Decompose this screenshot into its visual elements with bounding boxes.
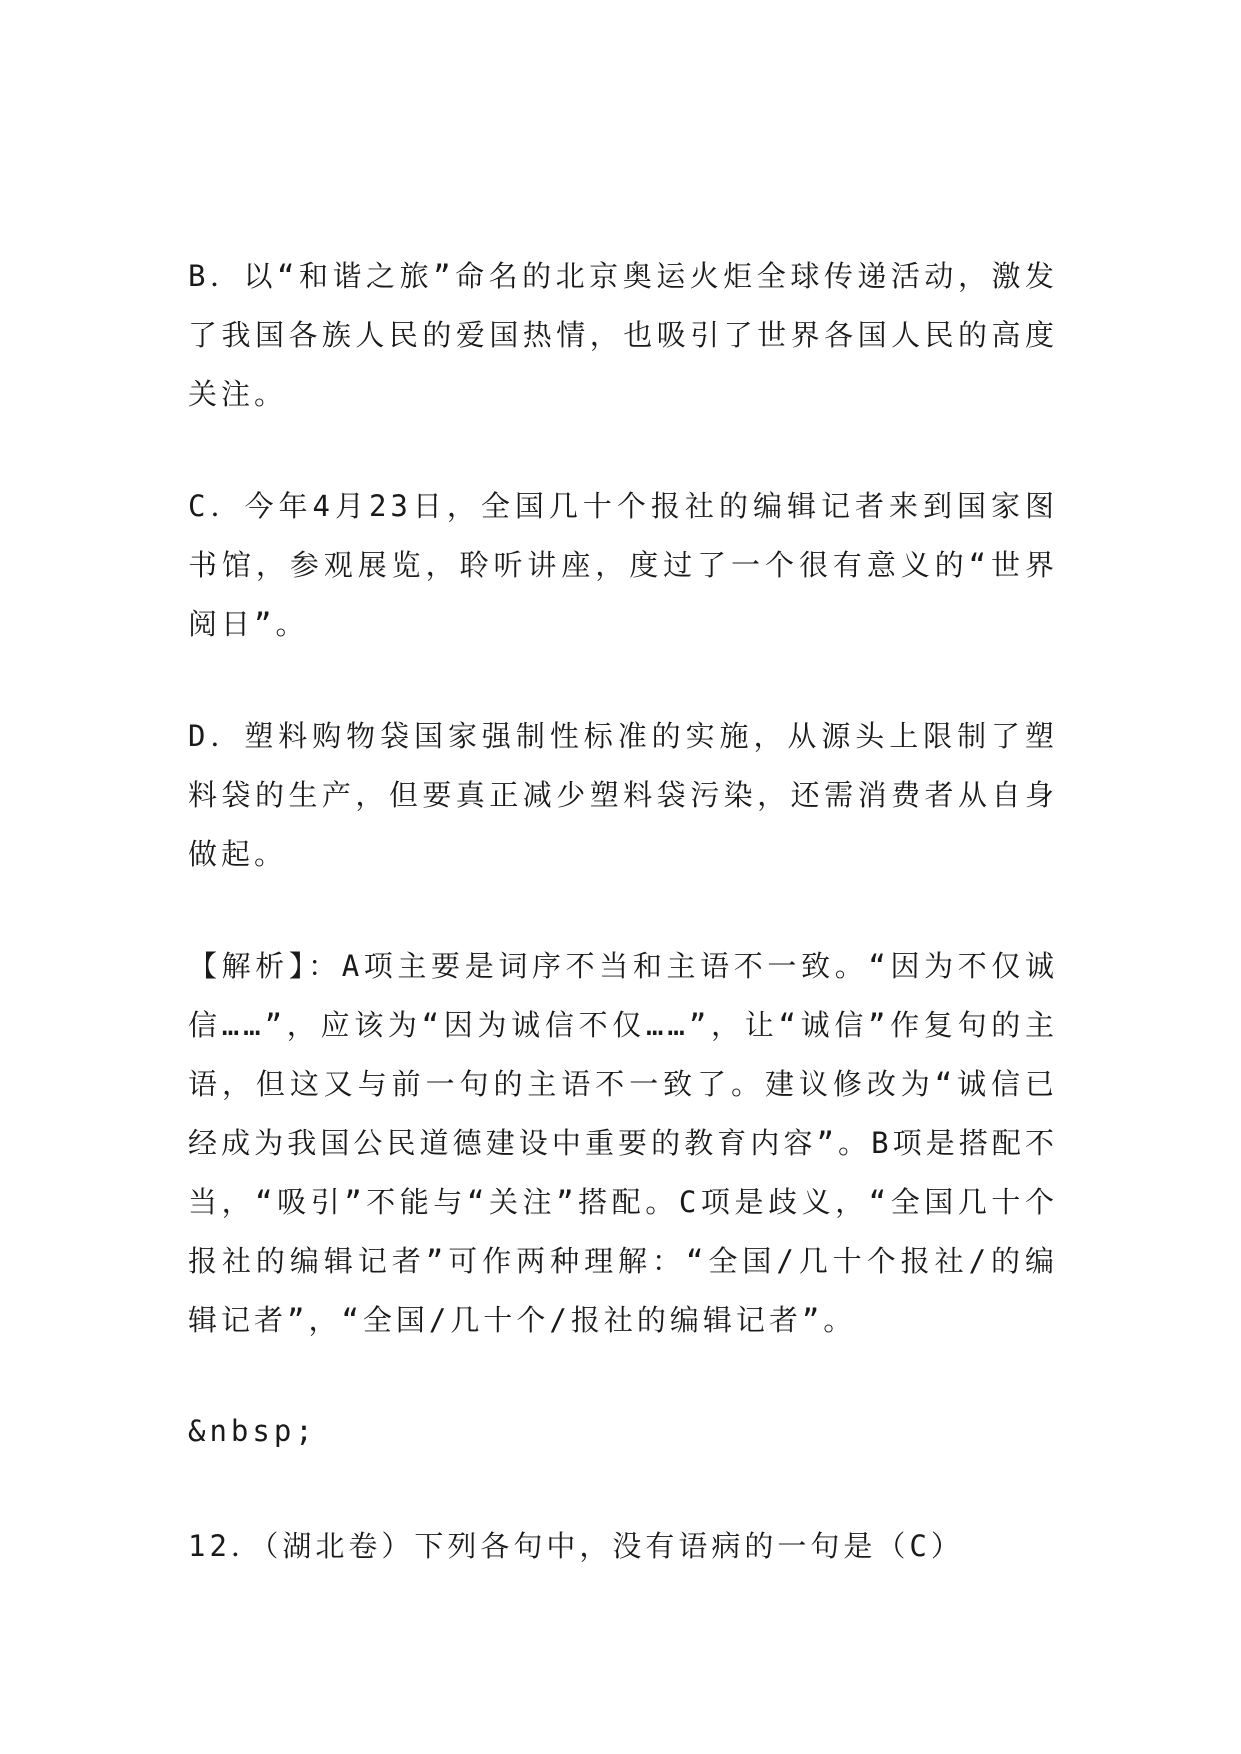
analysis-paragraph: 【解析】：A项主要是词序不当和主语不一致。“因为不仅诚信……”，应该为“因为诚信不仅……”，让“诚信”作复句的主语，但这又与前一句的主语不一致了。建议修改为“诚信已经成为我国公民道德建设中重要的教育内容”。B项是搭配不当，“吸引”不能与“关注”搭配。C项是歧义，“全国几十个报社的编辑记者”可作两种理解：“全国/几十个报社/的编辑记者”，“全国/几十个/报社的编辑记者”。 <box>188 949 1058 1337</box>
option-d-paragraph: D．塑料购物袋国家强制性标准的实施，从源头上限制了塑料袋的生产，但要真正减少塑料袋污染，还需消费者从自身做起。 <box>188 719 1058 871</box>
nbsp-artifact-text: &nbsp; <box>188 1414 317 1448</box>
question-12-paragraph: 12．（湖北卷）下列各句中，没有语病的一句是（C） <box>188 1529 964 1563</box>
option-c-paragraph: C．今年4月23日，全国几十个报社的编辑记者来到国家图书馆，参观展览，聆听讲座，度过了一个很有意义的“世界阅日”。 <box>188 489 1058 641</box>
option-b-paragraph: B．以“和谐之旅”命名的北京奥运火炬全球传递活动，激发了我国各族人民的爱国热情，也吸引了世界各国人民的高度关注。 <box>188 259 1058 411</box>
